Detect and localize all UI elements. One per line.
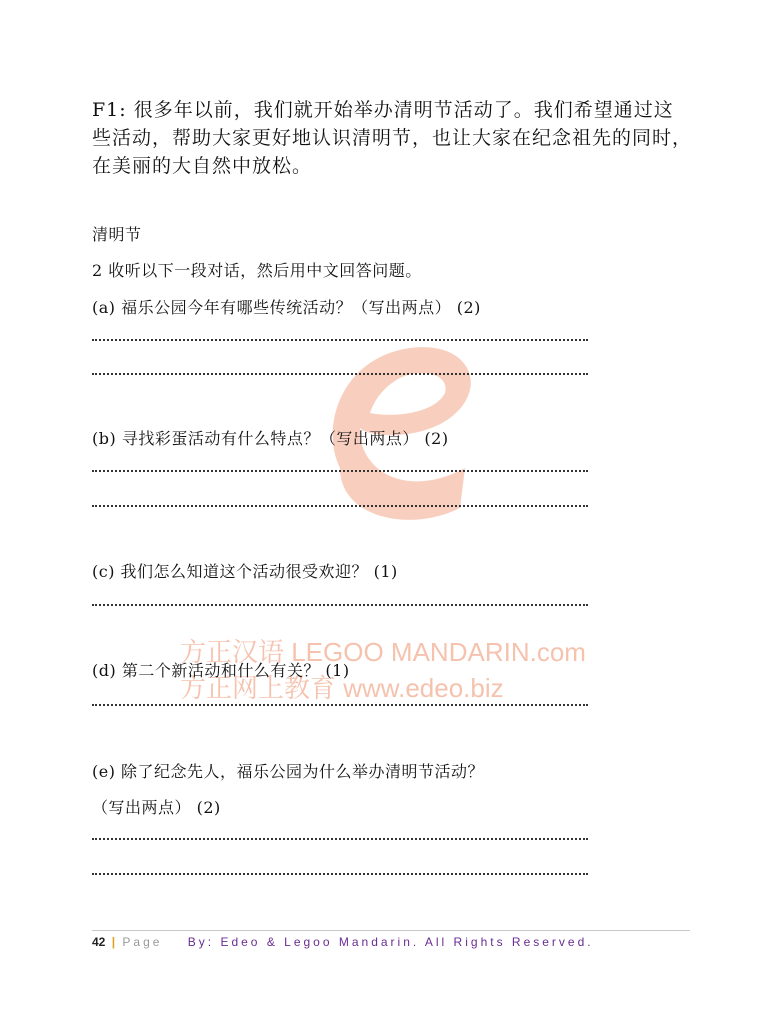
answer-line-d1[interactable] xyxy=(92,704,588,706)
question-d: (d) 第二个新活动和什么有关？ (1) xyxy=(92,661,350,680)
question-b: (b) 寻找彩蛋活动有什么特点？（写出两点） (2) xyxy=(92,429,449,448)
answer-line-e2[interactable] xyxy=(92,873,588,875)
answer-line-b2[interactable] xyxy=(92,505,588,507)
question-e-continued: （写出两点） (2) xyxy=(92,798,221,817)
footer-separator: | xyxy=(111,935,117,949)
page-label: Page xyxy=(122,935,163,949)
section-title: 清明节 xyxy=(92,225,142,244)
instruction-text: 2 收听以下一段对话，然后用中文回答问题。 xyxy=(92,261,422,280)
page-footer xyxy=(92,935,594,949)
answer-line-e1[interactable] xyxy=(92,838,588,840)
page-number: 42 xyxy=(92,935,106,949)
answer-line-c1[interactable] xyxy=(92,604,588,606)
footer-divider xyxy=(92,930,690,931)
question-e: (e) 除了纪念先人，福乐公园为什么举办清明节活动？ xyxy=(92,762,485,781)
answer-line-a1[interactable] xyxy=(92,339,588,341)
watermark-line-2: 方正网上教育 www.edeo.biz xyxy=(180,673,504,703)
answer-line-a2[interactable] xyxy=(92,373,588,375)
question-c: (c) 我们怎么知道这个活动很受欢迎？ (1) xyxy=(92,562,398,581)
passage-text: F1: 很多年以前，我们就开始举办清明节活动了。我们希望通过这些活动，帮助大家更好地认识清明节，也让大家在纪念祖先的同时，在美丽的大自然中放松。 xyxy=(92,99,693,177)
watermark-line-1: 方正汉语 LEGOO MANDARIN.com xyxy=(180,637,586,667)
answer-line-b1[interactable] xyxy=(92,470,588,472)
question-a: (a) 福乐公园今年有哪些传统活动？（写出两点） (2) xyxy=(92,298,481,317)
footer-credit: By: Edeo & Legoo Mandarin. All Rights Reserved. xyxy=(187,935,594,949)
